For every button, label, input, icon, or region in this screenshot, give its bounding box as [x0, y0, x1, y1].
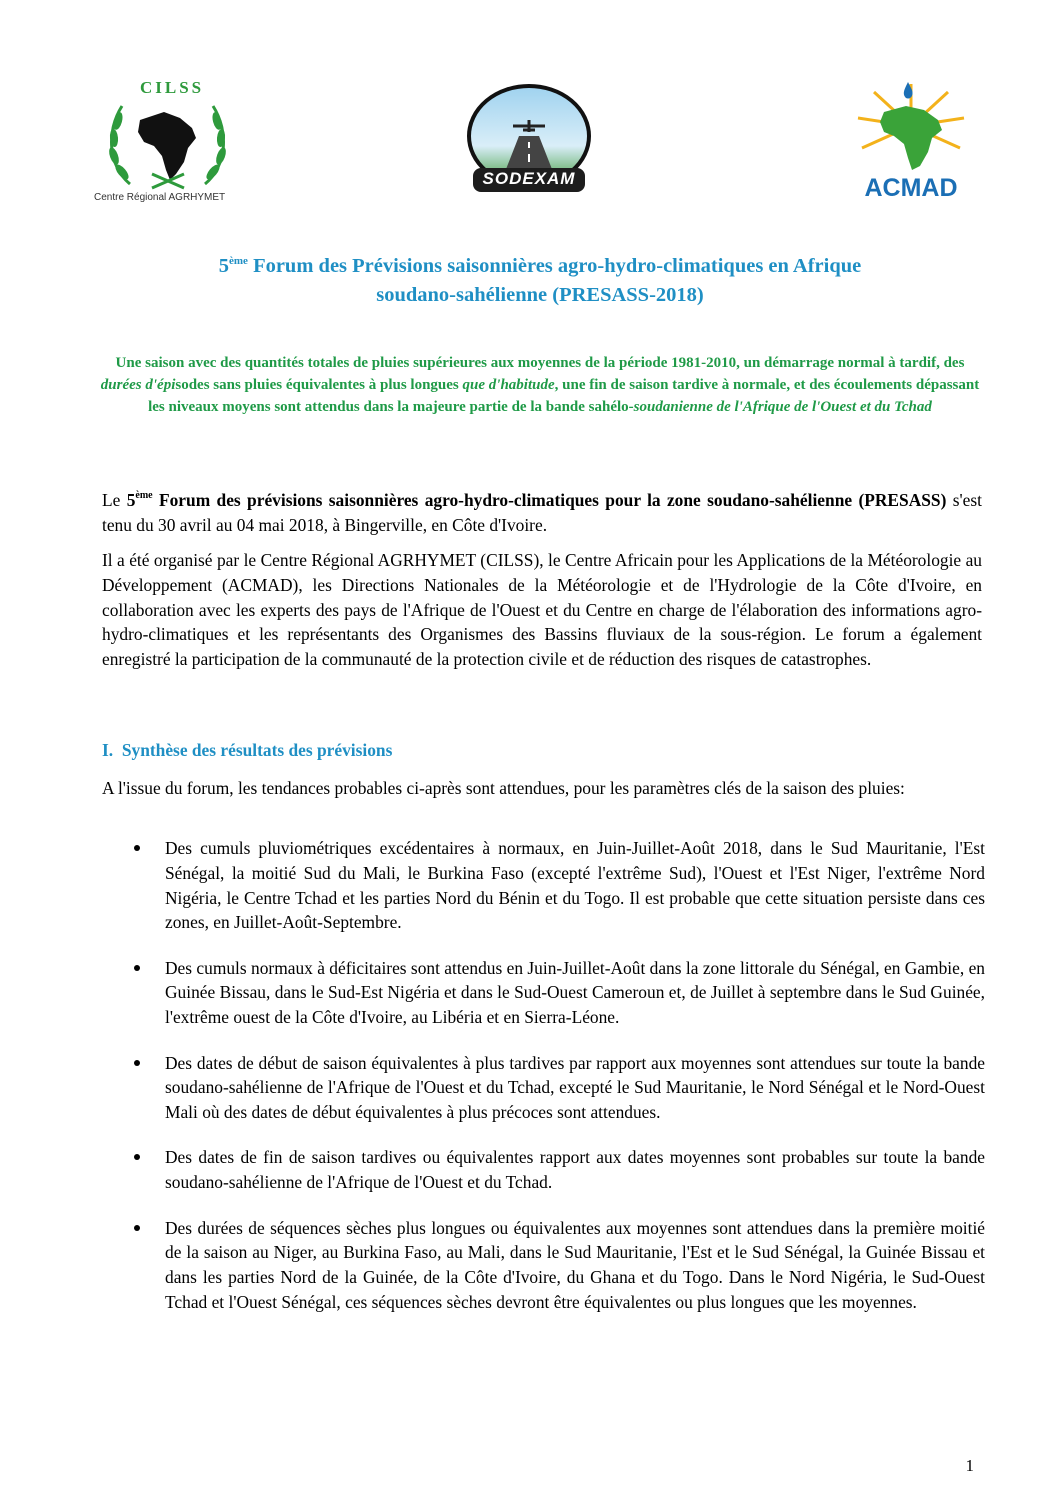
section-title: Synthèse des résultats des prévisions — [121, 740, 393, 760]
forecast-bullet-list — [100, 836, 985, 1335]
list-item — [100, 836, 985, 935]
intro-rest: s'est tenu du 30 avril au 04 mai 2018, à Bingerville, en Côte d'Ivoire. — [102, 490, 982, 535]
bullet-icon — [134, 1154, 140, 1160]
list-item-text: Des durées de séquences sèches plus longues ou équivalentes aux moyennes sont attendues dans la première moitié de la saison au Niger, au Burkina Faso, au Mali, dans le Sud Mauritanie, l'Est et le Sud Sénégal, la Guinée Bissau et dans les parties Nord de la Guinée, de la Côte d'Ivoire, du Ghana et du Togo. Dans le Nord Nigéria, le Sud-Ouest Tchad et l'Ouest Sénégal, ces séquences sèches devront être équivalentes ou plus longues que les moyennes. — [165, 1217, 985, 1312]
sodexam-logo-text: SODEXAM — [482, 169, 576, 188]
subtitle-italic2: que d'habitude — [462, 377, 555, 393]
intro-sup: ème — [135, 490, 153, 501]
intro-le: Le — [102, 490, 127, 510]
list-item — [100, 956, 985, 1030]
section-number: I. — [102, 740, 114, 760]
subtitle-italic1: durées d'épi — [100, 377, 176, 393]
summary-subtitle — [96, 352, 984, 418]
bullet-icon — [134, 845, 140, 851]
acmad-logo — [846, 78, 976, 200]
list-item — [100, 1051, 985, 1125]
intro-paragraph — [102, 488, 982, 538]
organizers-paragraph: Il a été organisé par le Centre Régional AGRHYMET (CILSS), le Centre Africain pour les Applications de la Météorologie au Développement (ACMAD), les Directions Nationales de la Météorologie et de l'Hydrologie de la Côte d'Ivoire, en collaboration avec les experts des pays de l'Afrique de l'Ouest et du Centre en charge de l'élaboration des informations agro-hydro-climatiques et les représentants des Organismes des Bassins fluviaux de la sous-région. Le forum a également enregistré la participation de la communauté de la protection civile et de réduction des risques de catastrophes. — [102, 550, 982, 670]
list-item — [100, 1216, 985, 1315]
acmad-logo-text: ACMAD — [864, 174, 958, 202]
title-line2: soudano-sahélienne (PRESASS-2018) — [376, 284, 704, 306]
title-prefix: 5 — [218, 255, 229, 277]
list-item-text: Des cumuls pluviométriques excédentaires à normaux, en Juin-Juillet-Août 2018, dans le Sud Mauritanie, l'Est Sénégal, la moitié Sud du Mali, le Burkina Faso (excepté l'extrême Sud), l'Ouest et l'Est Niger, l'extrême Nord Nigéria, le Centre Tchad et les parties Nord du Bénin et du Togo. Il est probable que cette situation persiste dans ces zones, en Juillet-Août-Septembre. — [165, 838, 985, 933]
document-title — [100, 252, 980, 310]
page-number: 1 — [965, 1456, 974, 1475]
intro-bold1: 5 — [126, 490, 136, 510]
bullet-icon — [134, 965, 140, 971]
list-item-text: Des dates de fin de saison tardives ou équivalentes rapport aux dates moyennes sont probables sur toute la bande soudano-sahélienne de l'Afrique de l'Ouest et du Tchad. — [165, 1147, 985, 1193]
subtitle-italic3: soudanienne de l'Afrique de l'Ouest et du Tchad — [633, 399, 932, 415]
list-item — [100, 1145, 985, 1195]
subtitle-part2: sodes sans pluies équivalentes à plus longues — [175, 377, 463, 393]
sodexam-logo — [465, 84, 593, 194]
bullet-icon — [134, 1060, 140, 1066]
title-superscript: ème — [229, 255, 248, 267]
list-item-text: Des dates de début de saison équivalentes à plus tardives par rapport aux moyennes sont attendues sur toute la bande soudano-sahélienne de l'Afrique de l'Ouest et du Tchad, excepté le Sud Mauritanie, le Nord Sénégal et le Nord-Ouest Mali où des dates de début équivalentes à plus précoces sont attendues. — [165, 1052, 985, 1123]
subtitle-part3: , une fin de saison tardive à normale, et des écoulements dépassant les niveaux moyens sont attendus dans la majeure partie de la bande sahélo- — [148, 377, 980, 415]
section-heading — [102, 738, 392, 763]
bullet-icon — [134, 1225, 140, 1231]
title-line1: Forum des Prévisions saisonnières agro-hydro-climatiques en Afrique — [247, 255, 862, 277]
cilss-caption: Centre Régional AGRHYMET — [94, 192, 226, 203]
list-item-text: Des cumuls normaux à déficitaires sont attendus en Juin-Juillet-Août dans la zone littorale du Sénégal, en Gambie, en Guinée Bissau, dans le Sud-Est Nigéria et dans le Sud-Ouest Cameroun et, de Juillet à septembre dans le Sud Guinée, l'extrême ouest de la Côte d'Ivoire, au Libéria et en Sierra-Léone. — [165, 957, 985, 1028]
intro-bold2: Forum des prévisions saisonnières agro-hydro-climatiques pour la zone soudano-sahélienne (PRESASS) — [152, 490, 947, 510]
section-intro: A l'issue du forum, les tendances probables ci-après sont attendues, pour les paramètres clés de la saison des pluies: — [102, 778, 905, 798]
cilss-logo-text: CILSS — [140, 78, 205, 97]
cilss-logo — [94, 76, 235, 211]
subtitle-part1: Une saison avec des quantités totales de pluies supérieures aux moyennes de la période 1981-2010, un démarrage normal à tardif, des — [115, 355, 965, 371]
